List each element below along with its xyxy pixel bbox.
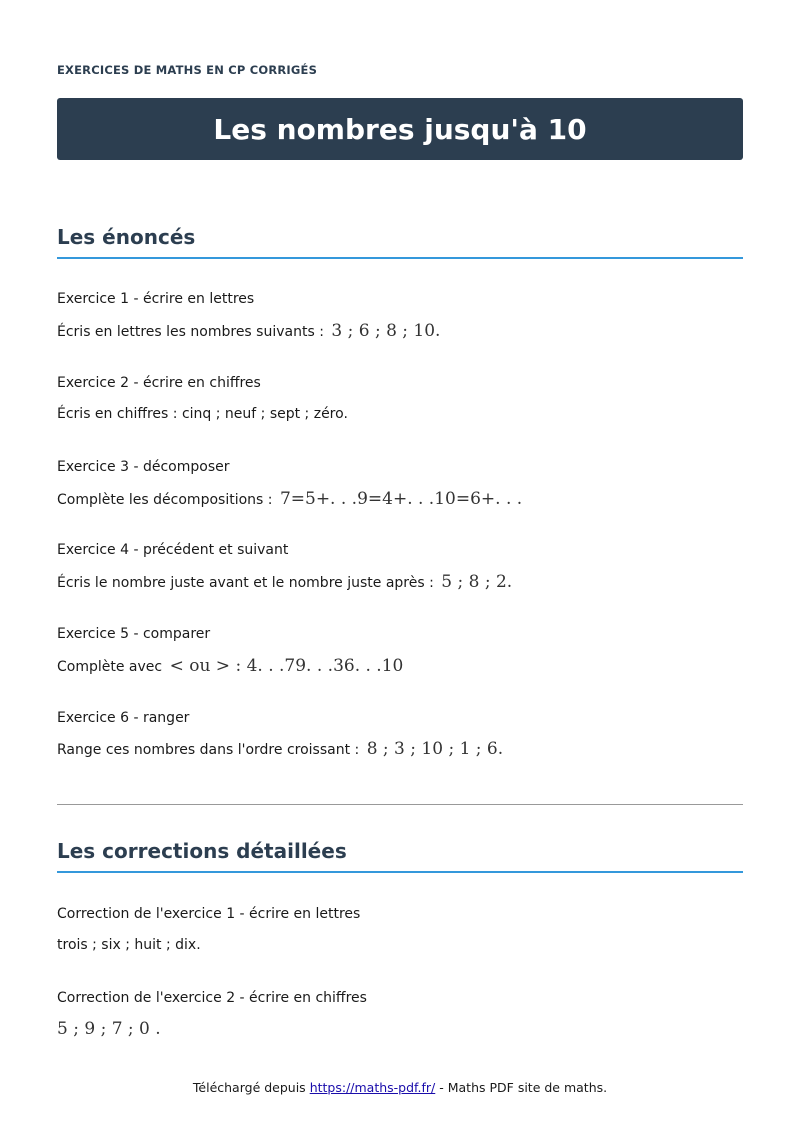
page-footer: [0, 1080, 800, 1095]
correction-2-math: 5 ; 9 ; 7 ; 0 .: [57, 1019, 161, 1039]
exercise-4-math: 5 ; 8 ; 2.: [441, 572, 513, 592]
exercise-4-title: Exercice 4 - précédent et suivant: [57, 542, 289, 558]
exercise-3-text: Complète les décompositions :: [57, 492, 273, 508]
exercise-3-statement: [57, 489, 522, 509]
footer-prefix: Téléchargé depuis: [192, 1080, 306, 1095]
exercise-6-statement: [57, 739, 503, 759]
title-banner: [57, 98, 743, 160]
exercise-5-text: Complète avec: [57, 659, 163, 675]
section-divider: [57, 804, 743, 805]
exercise-3-math: 7=5+. . .9=4+. . .10=6+. . .: [279, 489, 523, 509]
exercise-6-text: Range ces nombres dans l'ordre croissant :: [57, 742, 360, 758]
exercise-2-statement: [57, 406, 348, 422]
page-title: Les nombres jusqu'à 10: [213, 112, 587, 146]
exercise-6-math: 8 ; 3 ; 10 ; 1 ; 6.: [366, 739, 504, 759]
footer-link[interactable]: https://maths-pdf.fr/: [309, 1080, 436, 1095]
exercise-3-title: Exercice 3 - décomposer: [57, 459, 230, 475]
exercise-1-title: Exercice 1 - écrire en lettres: [57, 291, 255, 307]
exercise-2-text: Écris en chiffres : cinq ; neuf ; sept ; zéro.: [57, 406, 348, 422]
exercise-1-statement: [57, 321, 440, 341]
exercise-1-math: 3 ; 6 ; 8 ; 10.: [331, 321, 441, 341]
corrections-heading: Les corrections détaillées: [57, 839, 743, 873]
exercise-4-text: Écris le nombre juste avant et le nombre juste après :: [57, 575, 434, 591]
exercise-5-math: < ou > : 4. . .79. . .36. . .10: [169, 656, 404, 676]
statements-heading: Les énoncés: [57, 225, 743, 259]
exercise-5-statement: [57, 656, 403, 676]
correction-2-answer: [57, 1019, 161, 1039]
exercise-2-title: Exercice 2 - écrire en chiffres: [57, 375, 261, 391]
correction-2-title: Correction de l'exercice 2 - écrire en chiffres: [57, 990, 367, 1006]
exercise-6-title: Exercice 6 - ranger: [57, 710, 190, 726]
footer-suffix: - Maths PDF site de maths.: [439, 1080, 608, 1095]
exercise-4-statement: [57, 572, 512, 592]
exercise-1-text: Écris en lettres les nombres suivants :: [57, 324, 324, 340]
page-kicker: EXERCICES DE MATHS EN CP CORRIGÉS: [57, 63, 318, 77]
correction-1-title: Correction de l'exercice 1 - écrire en lettres: [57, 906, 361, 922]
correction-1-answer: trois ; six ; huit ; dix.: [57, 937, 201, 953]
exercise-5-title: Exercice 5 - comparer: [57, 626, 211, 642]
